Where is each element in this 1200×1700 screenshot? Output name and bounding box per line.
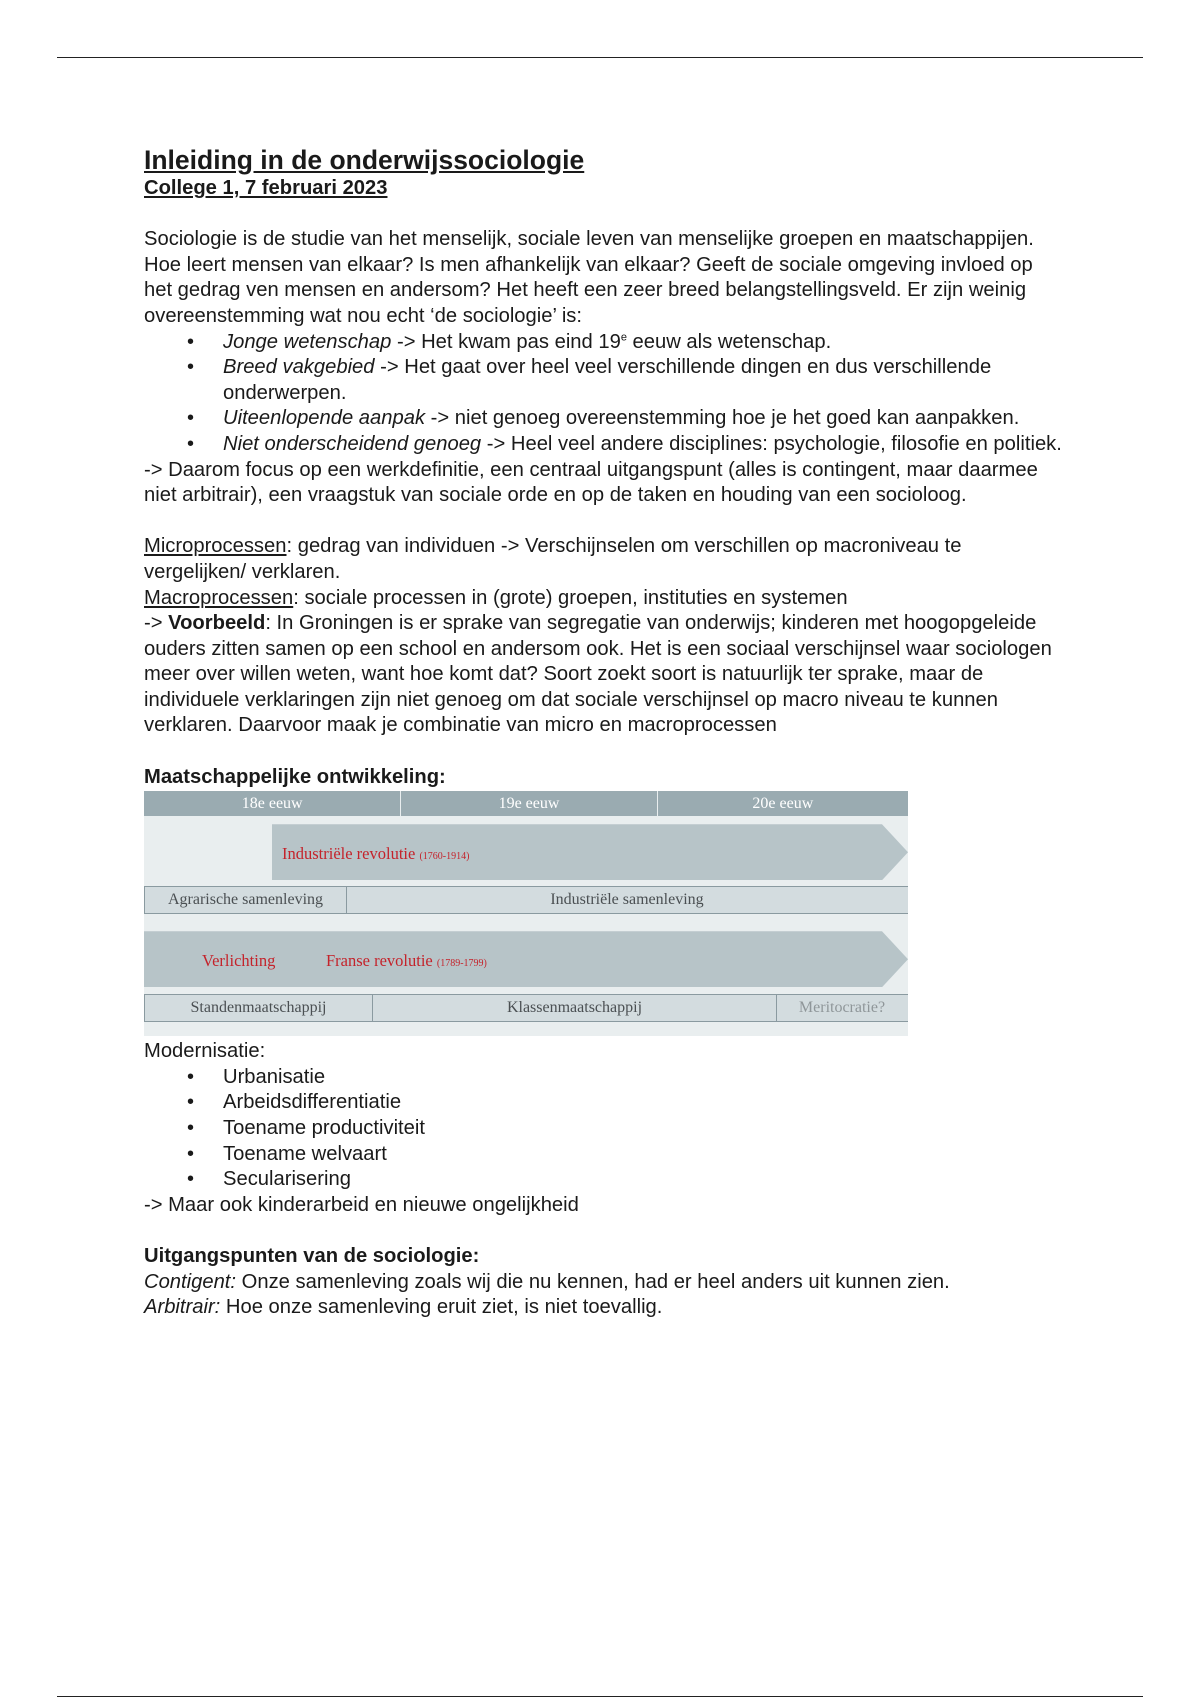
intro-paragraph: Sociologie is de studie van het menselijk, sociale leven van menselijke groepen en maatschappijen. Hoe leert mensen van elkaar? Is men afhankelijk van elkaar? Geeft de sociale omgeving invloed op het gedrag ven mensen en andersom? Het heeft een zeer breed belangstellingsveld. Er zijn weinig overeenstemming wat nou echt ‘de sociologie’ is:: [144, 228, 1034, 327]
century-19: 19e eeuw: [401, 791, 657, 816]
industrial-years: (1760-1914): [419, 851, 470, 863]
century-20: 20e eeuw: [752, 795, 814, 813]
band-meritocracy: Meritocratie?: [798, 999, 886, 1017]
society-band: [144, 886, 908, 914]
bullet-term: Breed vakgebied: [223, 356, 375, 379]
french-revolution-text: Franse revolutie: [326, 951, 433, 971]
arbitrair-term: Arbitrair:: [144, 1296, 221, 1319]
macro-paragraph: [144, 586, 1064, 612]
band-class-society: Klassenmaatschappij: [373, 995, 777, 1021]
arbitrair-paragraph: [144, 1295, 1064, 1321]
century-18: 18e eeuw: [144, 791, 401, 816]
enlightenment-label: Verlichting: [202, 951, 276, 971]
characteristics-list: [144, 330, 1064, 458]
industrial-revolution-label: [282, 841, 469, 870]
macro-term: Macroprocessen: [144, 586, 294, 609]
bullet-text: eeuw als wetenschap.: [626, 330, 832, 353]
industrial-revolution-text: Industriële revolutie: [282, 844, 416, 864]
list-item: [223, 432, 1064, 458]
modernisation-note: -> Maar ook kinderarbeid en nieuwe ongelijkheid: [144, 1193, 579, 1216]
bottom-rule: [57, 1696, 1143, 1697]
bullet-text: -> Het gaat over heel veel verschillende dingen en dus verschillende onderwerpen.: [223, 356, 992, 404]
micro-text: : gedrag van individuen -> Verschijnselen om verschillen op macroniveau te vergelijken/ verklaren.: [144, 535, 962, 583]
list-item: • Secularisering: [223, 1167, 1064, 1193]
bullet-term: Jonge wetenschap: [223, 330, 392, 353]
document-title: Inleiding in de onderwijssociologie: [144, 145, 585, 175]
arbitrair-text: Hoe onze samenleving eruit ziet, is niet toevallig.: [220, 1296, 663, 1319]
list-item: • Toename welvaart: [223, 1142, 1064, 1168]
focus-paragraph: -> Daarom focus op een werkdefinitie, een centraal uitgangspunt (alles is contingent, maar daarmee niet arbitrair), een vraagstuk van sociale orde en op de taken en houding van een socioloog.: [144, 458, 1038, 507]
micro-term: Microprocessen: [144, 535, 287, 558]
section-heading: Maatschappelijke ontwikkeling:: [144, 765, 446, 788]
top-rule: [57, 57, 1143, 58]
micro-paragraph: [144, 534, 1064, 585]
example-term: Voorbeeld: [168, 612, 266, 635]
principles-heading: Uitgangspunten van de sociologie:: [144, 1245, 480, 1267]
contigent-text: Onze samenleving zoals wij die nu kennen, had er heel anders uit kunnen zien.: [236, 1270, 950, 1293]
list-item: • Toename productiviteit: [223, 1116, 1064, 1142]
example-text: : In Groningen is er sprake van segregatie van onderwijs; kinderen met hoogopgeleide ouders zitten samen op een school en andersom ook. Het is een sociaal verschijnsel waar sociologen meer over willen weten, want hoe komt dat? Soort zoekt soort is natuurlijk ter sprake, maar de individuele verklaringen zijn niet genoeg om dat sociale verschijnsel op macro niveau te kunnen verklaren. Daarvoor maak je combinatie van micro en macroprocessen: [144, 612, 1052, 737]
contigent-term: Contigent:: [144, 1270, 237, 1293]
example-prefix: ->: [144, 612, 169, 635]
class-band: [144, 994, 908, 1022]
example-paragraph: [144, 611, 1064, 739]
bullet-text: -> Heel veel andere disciplines: psychologie, filosofie en politiek.: [481, 432, 1062, 455]
bullet-text: -> Het kwam pas eind 19: [391, 330, 621, 353]
bullet-text: -> niet genoeg overeenstemming hoe je het goed kan aanpakken.: [425, 407, 1020, 430]
contigent-paragraph: [144, 1270, 1064, 1296]
list-item: [223, 355, 1064, 406]
list-item: • Arbeidsdifferentiatie: [223, 1090, 1064, 1116]
list-item: [223, 406, 1064, 432]
document-subtitle: College 1, 7 februari 2023: [144, 177, 388, 199]
modernisation-list: [144, 1065, 1064, 1193]
list-item: [223, 330, 1064, 356]
bullet-term: Niet onderscheidend genoeg: [223, 432, 482, 455]
list-item: • Urbanisatie: [223, 1065, 1064, 1091]
superscript: e: [620, 330, 627, 343]
band-estates: Standenmaatschappij: [144, 995, 373, 1021]
century-header: [144, 791, 908, 816]
bullet-term: Uiteenlopende aanpak: [223, 407, 426, 430]
french-revolution-label: [326, 948, 487, 977]
band-agrarian: Agrarische samenleving: [144, 887, 347, 913]
modernisation-label: Modernisatie:: [144, 1040, 266, 1063]
timeline-figure: [144, 791, 908, 1036]
macro-text: : sociale processen in (grote) groepen, instituties en systemen: [293, 586, 848, 609]
document-body: [144, 144, 1064, 1321]
band-industrial: Industriële samenleving: [550, 891, 704, 909]
french-years: (1789-1799): [436, 958, 487, 970]
